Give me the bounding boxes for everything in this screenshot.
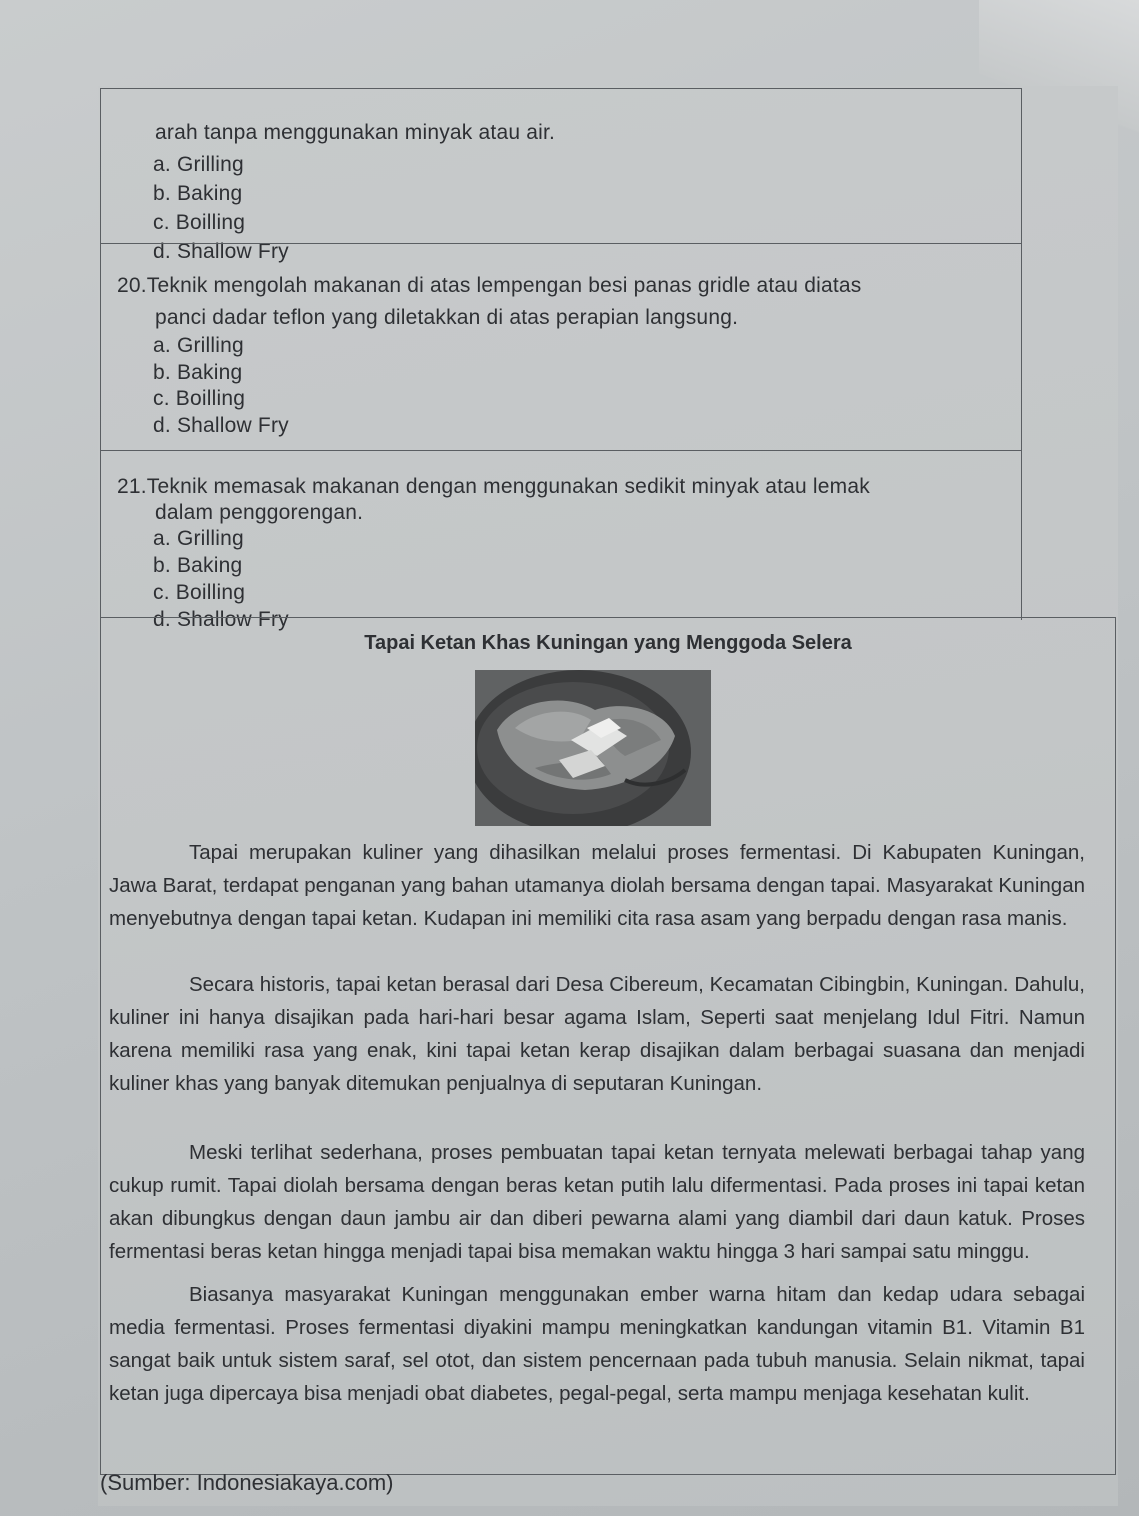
question-19-option-d: d. Shallow Fry [153, 240, 289, 263]
article-paragraph-4: Biasanya masyarakat Kuningan menggunakan ember warna hitam dan kedap udara sebagai media fermentasi. Proses fermentasi diyakini mampu meningkatkan kandungan vitamin B1. Vitamin B1 sangat baik untuk sistem saraf, sel otot, dan sistem pencernaan pada tubuh manusia. Selain nikmat, tapai ketan juga dipercaya bisa menjadi obat diabetes, pegal-pegal, serta mampu menjaga kesehatan kulit. [109, 1283, 1085, 1405]
question-20-stem-line2: panci dadar teflon yang diletakkan di atas perapian langsung. [155, 306, 739, 329]
article-source: (Sumber: Indonesiakaya.com) [100, 1470, 394, 1495]
article-paragraph-1: Tapai merupakan kuliner yang dihasilkan melalui proses fermentasi. Di Kabupaten Kuningan, Jawa Barat, terdapat penganan yang bahan utamanya diolah bersama dengan tapai. Masyarakat Kuningan menyebutnya dengan tapai ketan. Kudapan ini memiliki cita rasa asam yang berpadu dengan rasa manis. [109, 841, 1085, 930]
question-19-option-a: a. Grilling [153, 153, 244, 176]
question-20-stem-line1 [117, 274, 861, 298]
question-19-option-b: b. Baking [153, 182, 243, 205]
question-20-option-c: c. Boilling [153, 387, 246, 410]
article-paragraph-2: Secara historis, tapai ketan berasal dari Desa Cibereum, Kecamatan Cibingbin, Kuningan. Dahulu, kuliner ini hanya disajikan pada hari-hari besar agama Islam, Seperti saat menjelang Idul Fitri. Namun karena memiliki rasa yang enak, kini tapai ketan kerap disajikan dalam berbagai suasana dan menjadi kuliner khas yang banyak ditemukan penjualnya di seputaran Kuningan. [109, 973, 1085, 1095]
tapai-illustration [475, 670, 711, 826]
question-20-box [100, 243, 1022, 451]
question-20-option-d: d. Shallow Fry [153, 414, 289, 437]
question-21-number: 21. [117, 475, 147, 498]
question-21-stem-line2: dalam penggorengan. [155, 501, 364, 524]
article-paragraph-3: Meski terlihat sederhana, proses pembuatan tapai ketan ternyata melewati berbagai tahap yang cukup rumit. Tapai diolah bersama dengan beras ketan putih lalu difermentasi. Pada proses ini tapai ketan akan dibungkus dengan daun jambu air dan diberi pewarna alami yang diambil dari daun katuk. Proses fermentasi beras ketan hingga menjadi tapai bisa memakan waktu hingga 3 hari sampai satu minggu. [109, 1141, 1085, 1263]
question-19-box [100, 88, 1022, 263]
question-21-option-a: a. Grilling [153, 527, 244, 550]
question-21-stem-text: Teknik memasak makanan dengan menggunakan sedikit minyak atau lemak [146, 475, 870, 498]
question-20-option-a: a. Grilling [153, 334, 244, 357]
question-19-stem-tail: arah tanpa menggunakan minyak atau air. [155, 121, 556, 144]
question-21-option-b: b. Baking [153, 554, 243, 577]
question-20-option-b: b. Baking [153, 361, 243, 384]
question-21-option-c: c. Boilling [153, 581, 246, 604]
question-21-box [100, 450, 1022, 631]
question-19-option-c: c. Boilling [153, 211, 246, 234]
question-20-number: 20. [117, 274, 147, 297]
article-title: Tapai Ketan Khas Kuningan yang Menggoda Selera [364, 632, 852, 654]
question-20-stem-text: Teknik mengolah makanan di atas lempengan besi panas gridle atau diatas [146, 274, 862, 297]
question-21-option-d: d. Shallow Fry [153, 608, 289, 631]
question-21-stem-line1 [117, 475, 870, 499]
tapai-photo [475, 670, 711, 826]
reading-passage [100, 617, 1116, 1475]
